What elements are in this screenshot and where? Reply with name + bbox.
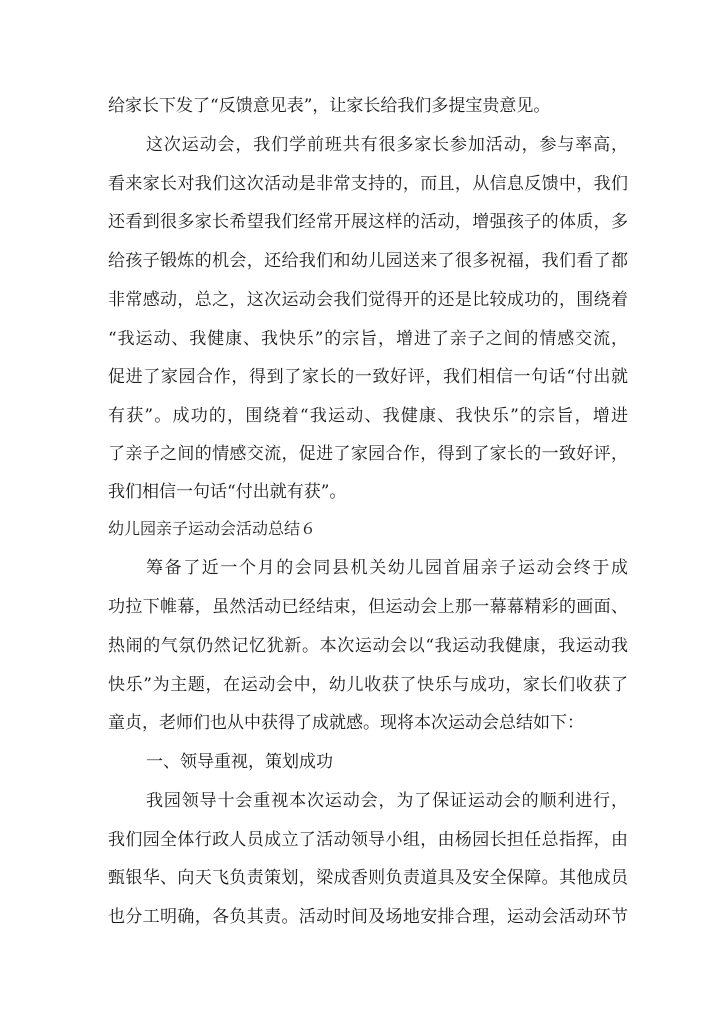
paragraph-line: 有获”。成功的，围绕着“我运动、我健康、我快乐”的宗旨，增进 [108,406,628,426]
paragraph-line: 功拉下帷幕，虽然活动已经结束，但运动会上那一幕幕精彩的画面、 [108,597,628,617]
paragraph-line: 还看到很多家长希望我们经常开展这样的活动，增强孩子的体质，多 [108,212,628,232]
paragraph-line: 给孩子锻炼的机会，还给我们和幼儿园送来了很多祝福，我们看了都 [108,251,628,271]
paragraph-line: 促进了家园合作，得到了家长的一致好评，我们相信一句话“付出就 [108,367,628,387]
paragraph-line: 我园领导十会重视本次运动会，为了保证运动会的顺利进行， [146,791,628,811]
paragraph-line: 了亲子之间的情感交流，促进了家园合作，得到了家长的一致好评， [108,444,628,464]
paragraph-line: 筹备了近一个月的会同县机关幼儿园首届亲子运动会终于成 [146,558,628,578]
paragraph-line: 我们园全体行政人员成立了活动领导小组，由杨园长担任总指挥，由 [108,830,628,850]
paragraph-line: 快乐”为主题，在运动会中，幼儿收获了快乐与成功，家长们收获了 [108,675,628,695]
paragraph-line: 我们相信一句话“付出就有获”。 [108,482,347,502]
section-heading: 幼儿园亲子运动会活动总结６ [108,519,317,538]
paragraph-line: 这次运动会，我们学前班共有很多家长参加活动，参与率高， [146,135,628,155]
paragraph-line: 给家长下发了“反馈意见表”，让家长给我们多提宝贵意见。 [108,96,551,116]
paragraph-line: 非常感动，总之，这次运动会我们觉得开的还是比较成功的，围绕着 [108,290,628,310]
paragraph-line: 童贞，老师们也从中获得了成就感。现将本次运动会总结如下： [108,713,584,733]
subsection-heading: 一、领导重视，策划成功 [146,752,333,772]
paragraph-line: 热闹的气氛仍然记忆犹新。本次运动会以“我运动我健康，我运动我 [108,636,628,656]
paragraph-line: “我运动、我健康、我快乐”的宗旨，增进了亲子之间的情感交流， [108,329,628,349]
paragraph-line: 看来家长对我们这次活动是非常支持的，而且，从信息反馈中，我们 [108,174,628,194]
paragraph-line: 甄银华、向天飞负责策划，梁成香则负责道具及安全保障。其他成员 [108,868,628,888]
paragraph-line: 也分工明确，各负其责。活动时间及场地安排合理，运动会活动环节 [108,907,628,927]
